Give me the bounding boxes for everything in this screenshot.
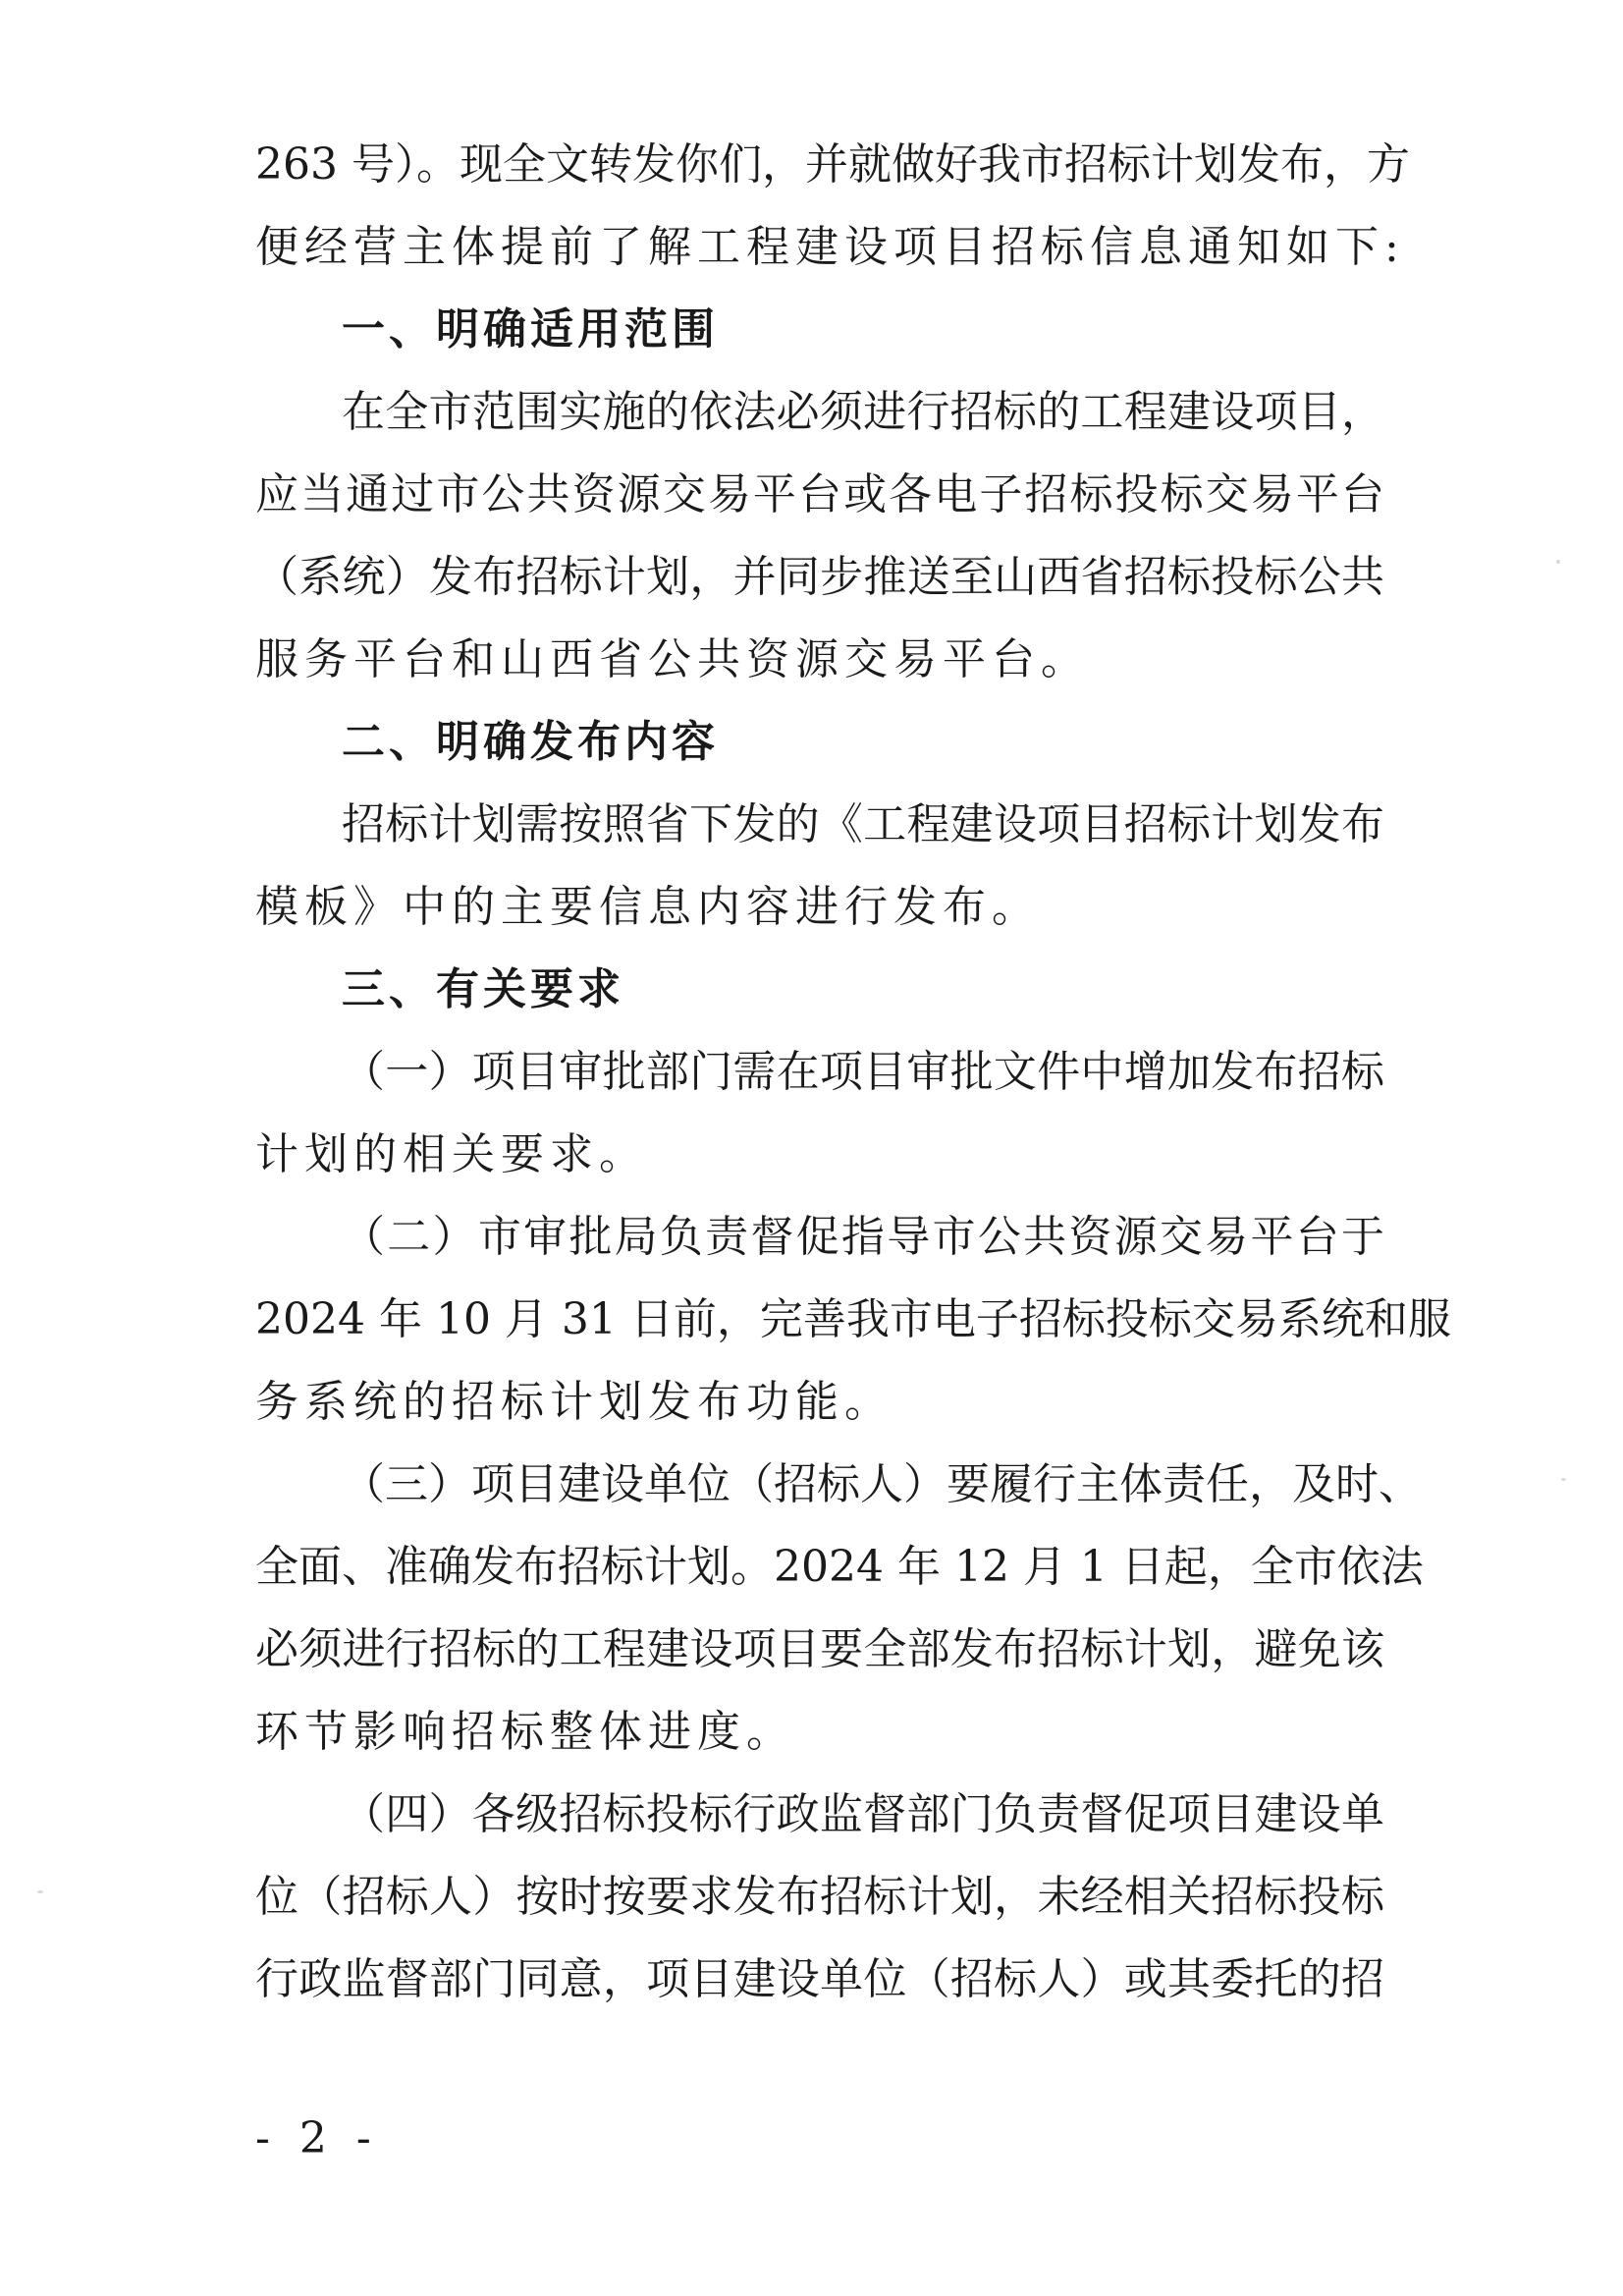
body-line-1: 263 号）。现全文转发你们，并就做好我市招标计划发布，方: [255, 139, 1410, 190]
body-line-17: 环节影响招标整体进度。: [255, 1707, 795, 1757]
body-line-3: 在全市范围实施的依法必须进行招标的工程建设项目，: [342, 387, 1384, 437]
body-line-16: 必须进行招标的工程建设项目要全部发布招标计划，避免该: [255, 1624, 1384, 1674]
body-line-8: 模板》中的主要信息内容进行发布。: [255, 882, 1041, 932]
scan-speck: [37, 1890, 43, 1893]
body-line-11: （二）市审批局负责督促指导市公共资源交易平台于: [342, 1212, 1384, 1262]
body-line-20: 行政监督部门同意，项目建设单位（招标人）或其委托的招: [255, 1954, 1384, 2004]
page-number: - 2 -: [255, 2113, 379, 2163]
body-line-7: 招标计划需按照省下发的《工程建设项目招标计划发布: [342, 799, 1384, 849]
section-heading-3: 三、有关要求: [342, 964, 624, 1014]
body-line-6: 服务平台和山西省公共资源交易平台。: [255, 634, 1090, 684]
scan-speck: [1556, 560, 1560, 564]
section-heading-2: 二、明确发布内容: [342, 717, 719, 767]
body-line-10: 计划的相关要求。: [255, 1129, 648, 1179]
body-line-5: （系统）发布招标计划，并同步推送至山西省招标投标公共: [255, 552, 1384, 602]
body-line-18: （四）各级招标投标行政监督部门负责督促项目建设单: [342, 1789, 1384, 1839]
body-line-12: 2024 年 10 月 31 日前，完善我市电子招标投标交易系统和服: [255, 1294, 1451, 1344]
body-line-2: 便经营主体提前了解工程建设项目招标信息通知如下:: [255, 222, 1405, 272]
body-line-15: 全面、准确发布招标计划。2024 年 12 月 1 日起，全市依法: [255, 1542, 1424, 1592]
section-heading-1: 一、明确适用范围: [342, 304, 719, 355]
body-line-4: 应当通过市公共资源交易平台或各电子招标投标交易平台: [255, 469, 1384, 519]
scan-speck: [1561, 1478, 1566, 1481]
body-line-13: 务系统的招标计划发布功能。: [255, 1377, 893, 1427]
body-line-19: 位（招标人）按时按要求发布招标计划，未经相关招标投标: [255, 1872, 1384, 1922]
body-line-14: （三）项目建设单位（招标人）要履行主体责任，及时、: [342, 1459, 1422, 1509]
body-line-9: （一）项目审批部门需在项目审批文件中增加发布招标: [342, 1047, 1384, 1097]
